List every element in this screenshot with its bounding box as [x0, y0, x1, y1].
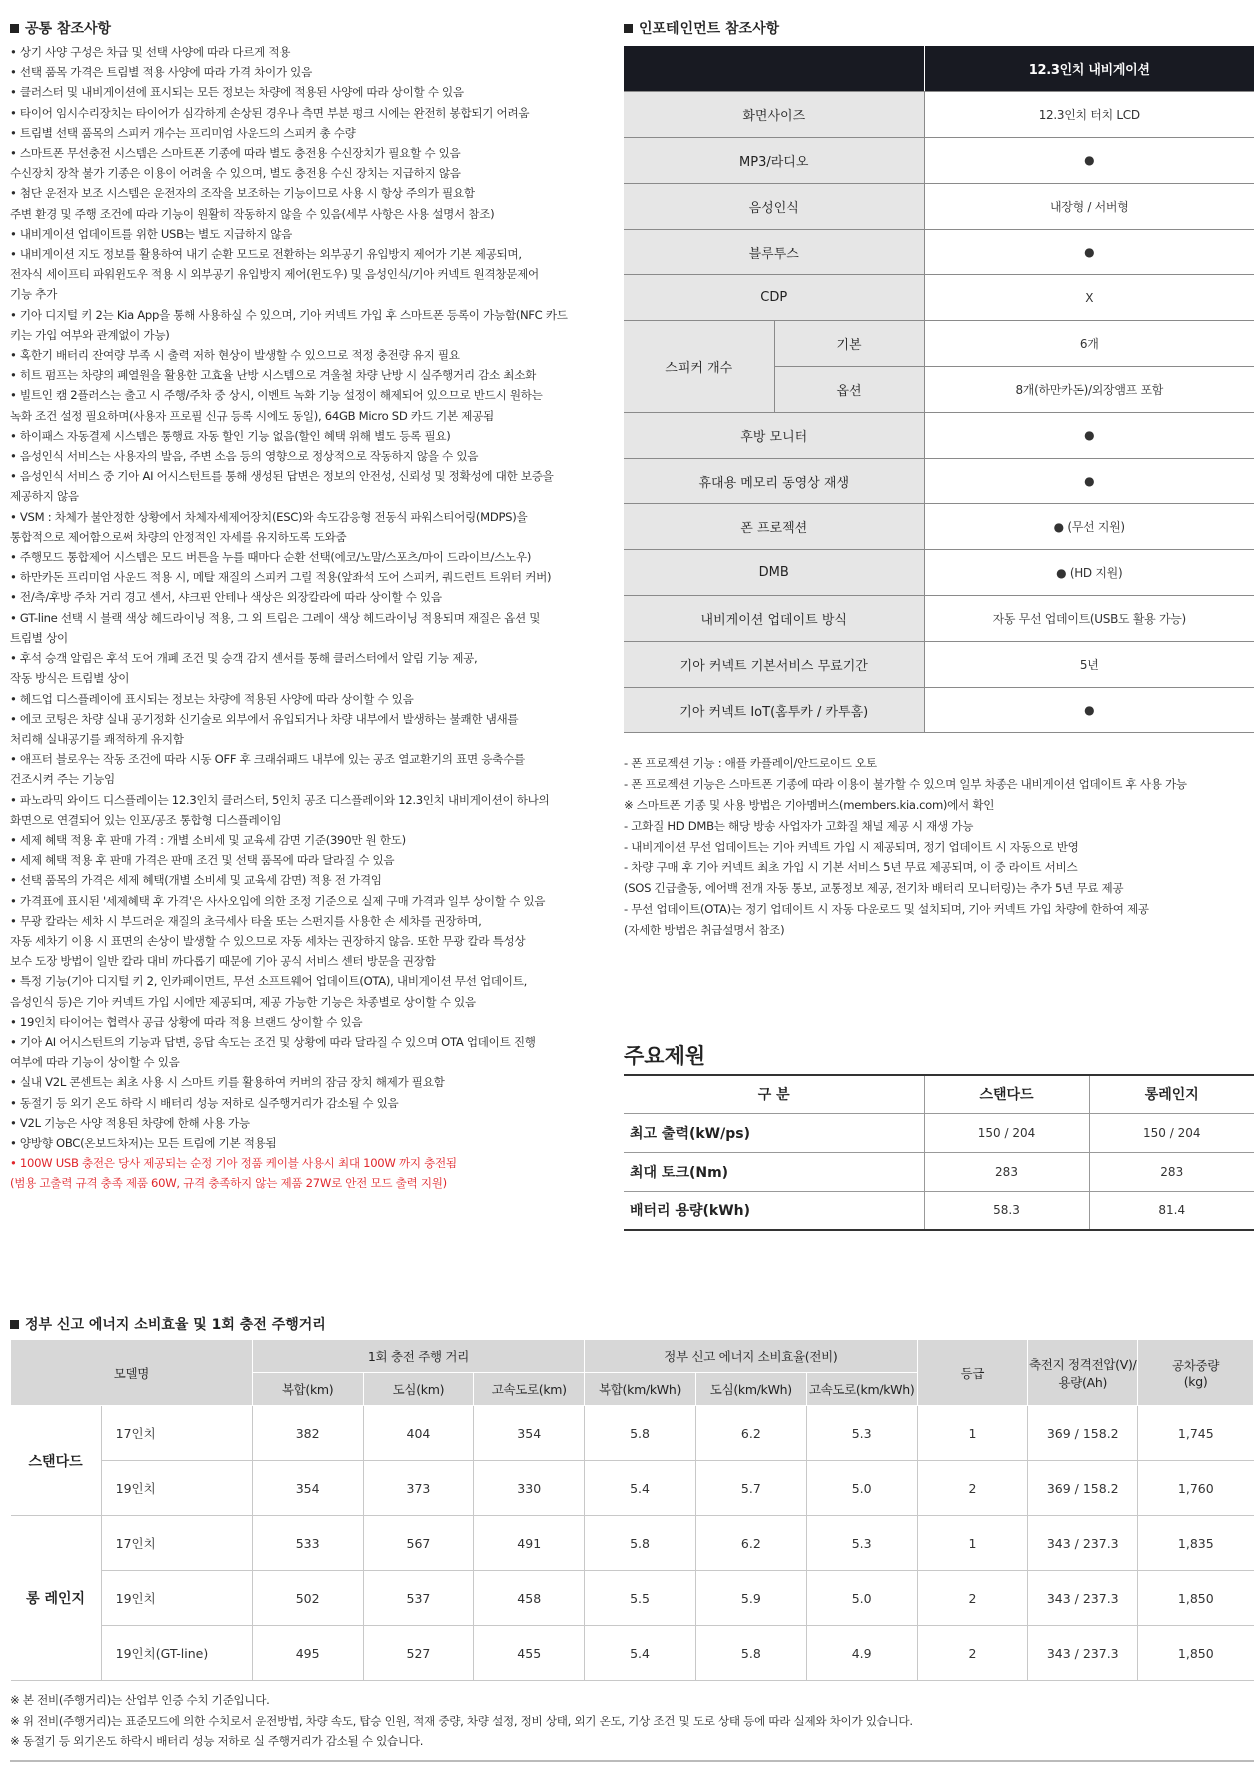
infotainment-row-label: 휴대용 메모리 동영상 재생	[624, 458, 924, 504]
energy-cell: 5.5	[585, 1571, 696, 1626]
specs-table	[624, 1074, 1254, 1231]
energy-header-weight: 공차중량 (kg)	[1138, 1340, 1254, 1406]
common-note-item: • 양방향 OBC(온보드차저)는 모든 트림에 기본 적용됨	[10, 1135, 277, 1150]
common-note-item: • 스마트폰 무선충전 시스템은 스마트폰 기종에 따라 별도 충전용 수신장치가 필요할 수 있음	[10, 146, 461, 161]
energy-cell: 537	[363, 1571, 474, 1626]
square-bullet-icon	[10, 24, 19, 33]
specs-row	[624, 1152, 1254, 1191]
infotainment-row-label: 화면사이즈	[624, 92, 924, 138]
common-note-item: 제공하지 않음	[10, 489, 79, 504]
bottom-divider	[10, 1760, 1254, 1762]
infotainment-title: 인포테인먼트 참조사항	[624, 18, 1254, 38]
energy-row	[11, 1516, 1254, 1571]
infotainment-row-label: 기아 커넥트 기본서비스 무료기간	[624, 641, 924, 687]
infotainment-row	[624, 321, 1254, 367]
energy-row-wheel: 19인치	[101, 1571, 252, 1626]
energy-cell: 1,835	[1138, 1516, 1254, 1571]
energy-header-efficiency-group: 정부 신고 에너지 소비효율(전비)	[585, 1340, 917, 1373]
infotainment-header-blank	[624, 46, 924, 92]
infotainment-row-label: DMB	[624, 550, 924, 596]
energy-cell: 369 / 158.2	[1028, 1461, 1138, 1516]
energy-cell: 5.4	[585, 1461, 696, 1516]
common-note-item: 음성인식 등)은 기아 커넥트 가입 시에만 제공되며, 제공 가능한 기능은 차종별로 상이할 수 있음	[10, 994, 476, 1009]
energy-cell: 533	[252, 1516, 363, 1571]
common-note-item: • GT-line 선택 시 블랙 색상 헤드라이닝 적용, 그 외 트림은 그레이 색상 헤드라이닝 적용되며 재질은 옵션 및	[10, 610, 541, 625]
energy-cell: 6.2	[695, 1406, 806, 1461]
infotainment-note-item: - 폰 프로젝션 기능 : 애플 카플레이/안드로이드 오토	[624, 756, 877, 771]
specs-header-long-range: 롱레인지	[1089, 1075, 1254, 1113]
energy-note-item: ※ 동절기 등 외기온도 하락시 배터리 성능 저하로 실 주행거리가 감소될 수 있습니다.	[10, 1734, 424, 1748]
energy-cell: 1,850	[1138, 1626, 1254, 1681]
energy-cell: 567	[363, 1516, 474, 1571]
energy-row-wheel: 19인치(GT-line)	[101, 1626, 252, 1681]
energy-header-combined-km: 복합(km)	[252, 1373, 363, 1406]
energy-cell: 491	[474, 1516, 585, 1571]
infotainment-row-value: ● (무선 지원)	[924, 504, 1254, 550]
energy-cell: 343 / 237.3	[1028, 1571, 1138, 1626]
square-bullet-icon	[10, 1320, 19, 1329]
speaker-basic-value: 6개	[924, 321, 1254, 367]
common-note-item: • 동절기 등 외기 온도 하락 시 배터리 성능 저하로 실주행거리가 감소될 수 있음	[10, 1095, 399, 1110]
infotainment-row	[624, 550, 1254, 596]
common-note-item: 화면으로 연결되어 있는 인포/공조 통합형 디스플레이임	[10, 812, 282, 827]
common-note-item: • 애프터 블로우는 작동 조건에 따라 시동 OFF 후 크래쉬패드 내부에 있는 공조 열교환기의 표면 응축수를	[10, 752, 525, 767]
common-note-item: • 19인치 타이어는 협력사 공급 상황에 따라 적용 브랜드 상이할 수 있음	[10, 1014, 363, 1029]
energy-cell: 382	[252, 1406, 363, 1461]
energy-row-wheel: 17인치	[101, 1406, 252, 1461]
speaker-option-label: 옵션	[774, 367, 924, 413]
energy-cell: 404	[363, 1406, 474, 1461]
infotainment-row-label: 블루투스	[624, 229, 924, 275]
energy-header-highway-eff: 고속도로(km/kWh)	[806, 1373, 917, 1406]
energy-header-range-group: 1회 충전 주행 거리	[252, 1340, 584, 1373]
common-note-item: • 파노라믹 와이드 디스플레이는 12.3인치 클러스터, 5인치 공조 디스플레이와 12.3인치 내비게이션이 하나의	[10, 792, 550, 807]
specs-header-category: 구 분	[624, 1075, 924, 1113]
energy-cell: 5.0	[806, 1571, 917, 1626]
energy-cell: 6.2	[695, 1516, 806, 1571]
common-note-item: • 선택 품목의 가격은 세제 혜택(개별 소비세 및 교육세 감면) 적용 전 가격임	[10, 873, 382, 888]
common-note-item: 녹화 조건 설정 필요하며(사용자 프로필 신규 등록 시에도 동일), 64GB Micro SD 카드 기본 제공됨	[10, 408, 494, 423]
energy-cell: 369 / 158.2	[1028, 1406, 1138, 1461]
speaker-count-label: 스피커 개수	[624, 321, 774, 413]
common-note-item: 보수 도장 방법이 일반 칼라 대비 까다롭기 때문에 기아 공식 서비스 센터 방문을 권장함	[10, 954, 436, 969]
energy-table	[10, 1339, 1254, 1681]
common-note-item-highlight: (범용 고출력 규격 충족 제품 60W, 규격 충족하지 않는 제품 27W로 안전 모드 출력 지원)	[10, 1176, 447, 1191]
energy-cell: 5.3	[806, 1406, 917, 1461]
common-note-item: 건조시켜 주는 기능임	[10, 772, 115, 787]
speaker-basic-label: 기본	[774, 321, 924, 367]
infotainment-row	[624, 138, 1254, 184]
energy-cell: 5.4	[585, 1626, 696, 1681]
infotainment-row-label: 음성인식	[624, 183, 924, 229]
common-note-item-highlight: • 100W USB 충전은 당사 제공되는 순정 기아 정품 케이블 사용시 최대 100W 까지 충전됨	[10, 1156, 457, 1171]
infotainment-note-item: (SOS 긴급출동, 에어백 전개 자동 통보, 교통정보 제공, 전기차 배터리 모니터링)는 추가 5년 무료 제공	[624, 881, 1124, 896]
infotainment-row	[624, 412, 1254, 458]
energy-cell: 2	[917, 1461, 1028, 1516]
energy-row-wheel: 19인치	[101, 1461, 252, 1516]
infotainment-row-value: ●	[924, 412, 1254, 458]
energy-cell: 5.7	[695, 1461, 806, 1516]
common-note-item: • 하이패스 자동결제 시스템은 통행료 자동 할인 기능 없음(할인 혜택 위해 별도 등록 필요)	[10, 428, 451, 443]
common-note-item: • V2L 기능은 사양 적용된 차량에 한해 사용 가능	[10, 1115, 250, 1130]
energy-header-grade: 등급	[917, 1340, 1028, 1406]
infotainment-row-value: 자동 무선 업데이트(USB도 활용 가능)	[924, 596, 1254, 642]
specs-row	[624, 1191, 1254, 1230]
energy-cell: 330	[474, 1461, 585, 1516]
infotainment-row-value: 12.3인치 터치 LCD	[924, 92, 1254, 138]
common-note-item: • 하만카돈 프리미엄 사운드 적용 시, 메탈 재질의 스피커 그릴 적용(앞좌석 도어 스피커, 쿼드런트 트위터 커버)	[10, 570, 552, 585]
common-note-item: • 세제 혜택 적용 후 판매 가격 : 개별 소비세 및 교육세 감면 기준(390만 원 한도)	[10, 832, 406, 847]
energy-row	[11, 1626, 1254, 1681]
infotainment-row	[624, 275, 1254, 321]
infotainment-row	[624, 229, 1254, 275]
common-note-item: 여부에 따라 기능이 상이할 수 있음	[10, 1055, 180, 1070]
common-note-item: • 주행모드 통합제어 시스템은 모드 버튼을 누를 때마다 순환 선택(에코/노말/스포츠/마이 드라이브/스노우)	[10, 550, 532, 565]
common-note-item: • 빌트인 캠 2플러스는 출고 시 주행/주차 중 상시, 이벤트 녹화 기능 설정이 해제되어 있으므로 반드시 원하는	[10, 388, 543, 403]
common-note-item: • 무광 칼라는 세차 시 부드러운 재질의 초극세사 타올 또는 스펀지를 사용한 손 세차를 권장하며,	[10, 913, 482, 928]
infotainment-row-value: 5년	[924, 641, 1254, 687]
energy-cell: 1,850	[1138, 1571, 1254, 1626]
infotainment-note-item: - 고화질 HD DMB는 해당 방송 사업자가 고화질 채널 제공 시 재생 가능	[624, 818, 974, 833]
infotainment-note-item: - 차량 구매 후 기아 커넥트 최초 가입 시 기본 서비스 5년 무료 제공되며, 이 중 라이트 서비스	[624, 860, 1078, 875]
infotainment-row	[624, 504, 1254, 550]
common-note-item: • 에코 코팅은 차량 실내 공기정화 신기술로 외부에서 유입되거나 차량 내부에서 발생하는 불쾌한 냄새를	[10, 711, 519, 726]
common-note-item: • 혹한기 배터리 잔여량 부족 시 출력 저하 현상이 발생할 수 있으므로 적정 충전량 유지 필요	[10, 348, 460, 363]
energy-header-city-km: 도심(km)	[363, 1373, 474, 1406]
specs-row-standard: 58.3	[924, 1191, 1089, 1230]
energy-cell: 458	[474, 1571, 585, 1626]
energy-cell: 4.9	[806, 1626, 917, 1681]
common-note-item: • 헤드업 디스플레이에 표시되는 정보는 차량에 적용된 사양에 따라 상이할 수 있음	[10, 691, 414, 706]
infotainment-row	[624, 458, 1254, 504]
energy-cell: 373	[363, 1461, 474, 1516]
infotainment-row-label: MP3/라디오	[624, 138, 924, 184]
energy-row-wheel: 17인치	[101, 1516, 252, 1571]
speaker-option-value: 8개(하만카돈)/외장앰프 포함	[924, 367, 1254, 413]
common-note-item: • 내비게이션 지도 정보를 활용하여 내기 순환 모드로 전환하는 외부공기 유입방지 제어가 기본 제공되며,	[10, 247, 522, 262]
common-note-item: 전자식 세이프티 파워윈도우 적용 시 외부공기 유입방지 제어(윈도우) 및 음성인식/기아 커넥트 원격창문제어	[10, 267, 539, 282]
common-note-item: • 음성인식 서비스는 사용자의 발음, 주변 소음 등의 영향으로 정상적으로 작동하지 않을 수 있음	[10, 449, 479, 464]
specs-row-long-range: 81.4	[1089, 1191, 1254, 1230]
common-note-item: • 타이어 임시수리장치는 타이어가 심각하게 손상된 경우나 측면 부분 펑크 시에는 완전히 봉합되기 어려움	[10, 105, 530, 120]
common-note-item: • 기아 AI 어시스턴트의 기능과 답변, 응답 속도는 조건 및 상황에 따라 달라질 수 있으며 OTA 업데이트 진행	[10, 1034, 536, 1049]
infotainment-row-value: ●	[924, 687, 1254, 733]
common-notes-list	[10, 42, 590, 1194]
infotainment-row-value: ●	[924, 458, 1254, 504]
specs-row-standard: 150 / 204	[924, 1113, 1089, 1152]
energy-notes	[10, 1690, 913, 1752]
energy-cell: 1	[917, 1406, 1028, 1461]
infotainment-row-value: ● (HD 지원)	[924, 550, 1254, 596]
infotainment-row-label: CDP	[624, 275, 924, 321]
energy-header-combined-eff: 복합(km/kWh)	[585, 1373, 696, 1406]
infotainment-row	[624, 641, 1254, 687]
specs-row-label: 최대 토크(Nm)	[624, 1152, 924, 1191]
infotainment-row	[624, 183, 1254, 229]
energy-cell: 1,760	[1138, 1461, 1254, 1516]
common-note-item: • 히트 펌프는 차량의 폐열원을 활용한 고효율 난방 시스템으로 겨울철 차량 난방 시 실주행거리 감소 최소화	[10, 368, 537, 383]
energy-cell: 2	[917, 1626, 1028, 1681]
common-notes-section	[10, 18, 590, 1194]
common-note-item: 통합적으로 제어함으로써 차량의 안정적인 자세를 유지하도록 도와줌	[10, 529, 347, 544]
energy-cell: 343 / 237.3	[1028, 1516, 1138, 1571]
energy-header-highway-km: 고속도로(km)	[474, 1373, 585, 1406]
common-note-item: 주변 환경 및 주행 조건에 따라 기능이 원활히 작동하지 않을 수 있음(세부 사항은 사용 설명서 참조)	[10, 206, 495, 221]
common-note-item: 키는 가입 여부와 관계없이 가능)	[10, 327, 170, 342]
infotainment-note-item: - 무선 업데이트(OTA)는 정기 업데이트 시 자동 다운로드 및 설치되며, 기아 커넥트 가입 차량에 한하여 제공	[624, 902, 1149, 917]
energy-cell: 343 / 237.3	[1028, 1626, 1138, 1681]
energy-cell: 5.8	[695, 1626, 806, 1681]
infotainment-row-value: 내장형 / 서버형	[924, 183, 1254, 229]
energy-header-battery: 축전지 정격전압(V)/ 용량(Ah)	[1028, 1340, 1138, 1406]
common-note-item: • 음성인식 서비스 중 기아 AI 어시스턴트를 통해 생성된 답변은 정보의 안전성, 신뢰성 및 정확성에 대한 보증을	[10, 469, 554, 484]
specs-header-standard: 스탠다드	[924, 1075, 1089, 1113]
infotainment-header: 12.3인치 내비게이션	[924, 46, 1254, 92]
energy-cell: 527	[363, 1626, 474, 1681]
square-bullet-icon	[624, 24, 633, 33]
energy-cell: 1	[917, 1516, 1028, 1571]
energy-cell: 5.0	[806, 1461, 917, 1516]
common-note-item: • 클러스터 및 내비게이션에 표시되는 모든 정보는 차량에 적용된 사양에 따라 상이할 수 있음	[10, 85, 464, 100]
energy-note-item: ※ 위 전비(주행거리)는 표준모드에 의한 수치로서 운전방법, 차량 속도, 탑승 인원, 적재 중량, 차량 설정, 정비 상태, 외기 온도, 기상 조건 및 도로 상태 등에 따라 실제와 차이가 있습니다.	[10, 1713, 913, 1728]
infotainment-row-label: 내비게이션 업데이트 방식	[624, 596, 924, 642]
common-note-item: 기능 추가	[10, 287, 57, 302]
energy-title: 정부 신고 에너지 소비효율 및 1회 충전 주행거리	[10, 1314, 326, 1334]
common-note-item: 수신장치 장착 불가 기종은 이용이 어려울 수 있으며, 별도 충전용 수신 장치는 지급하지 않음	[10, 166, 461, 181]
infotainment-note-item: ※ 스마트폰 기종 및 사용 방법은 기아멤버스(members.kia.com)에서 확인	[624, 798, 995, 813]
energy-note-item: ※ 본 전비(주행거리)는 산업부 인증 수치 기준입니다.	[10, 1693, 270, 1707]
common-note-item: • VSM : 차체가 불안정한 상황에서 차체자세제어장치(ESC)와 속도감응형 전동식 파워스티어링(MDPS)을	[10, 509, 528, 524]
infotainment-row-label: 후방 모니터	[624, 412, 924, 458]
common-note-item: • 가격표에 표시된 '세제혜택 후 가격'은 사사오입에 의한 조정 기준으로 실제 구매 가격과 일부 상이할 수 있음	[10, 893, 546, 908]
infotainment-section	[624, 18, 1254, 941]
infotainment-row	[624, 687, 1254, 733]
energy-cell: 2	[917, 1571, 1028, 1626]
energy-cell: 5.8	[585, 1406, 696, 1461]
specs-row-label: 배터리 용량(kWh)	[624, 1191, 924, 1230]
common-note-item: 트림별 상이	[10, 630, 68, 645]
specs-row-long-range: 150 / 204	[1089, 1113, 1254, 1152]
common-note-item: • 전/측/후방 주차 거리 경고 센서, 샤크핀 안테나 색상은 외장칼라에 따라 상이할 수 있음	[10, 590, 442, 605]
energy-cell: 1,745	[1138, 1406, 1254, 1461]
specs-title: 주요제원	[624, 1044, 706, 1068]
energy-cell: 5.8	[585, 1516, 696, 1571]
common-note-item: • 선택 품목 가격은 트림별 적용 사양에 따라 가격 차이가 있음	[10, 65, 312, 80]
common-note-item: • 특정 기능(기아 디지털 키 2, 인카페이먼트, 무선 소프트웨어 업데이트(OTA), 내비게이션 무선 업데이트,	[10, 974, 527, 989]
common-note-item: 작동 방식은 트림별 상이	[10, 671, 130, 686]
infotainment-row	[624, 92, 1254, 138]
energy-group-name: 스탠다드	[11, 1406, 102, 1516]
common-note-item: • 트림별 선택 품목의 스피커 개수는 프리미엄 사운드의 스피커 총 수량	[10, 125, 356, 140]
common-note-item: 자동 세차기 이용 시 표면의 손상이 발생할 수 있으므로 자동 세차는 권장하지 않음. 또한 무광 칼라 특성상	[10, 933, 526, 948]
energy-cell: 354	[252, 1461, 363, 1516]
infotainment-note-item: - 내비게이션 무선 업데이트는 기아 커넥트 가입 시 제공되며, 정기 업데이트 시 자동으로 반영	[624, 839, 1079, 854]
common-note-item: • 후석 승객 알림은 후석 도어 개폐 조건 및 승객 감지 센서를 통해 클러스터에서 알림 기능 제공,	[10, 651, 478, 666]
infotainment-row-label: 기아 커넥트 IoT(홈투카 / 카투홈)	[624, 687, 924, 733]
energy-cell: 495	[252, 1626, 363, 1681]
specs-row-standard: 283	[924, 1152, 1089, 1191]
common-note-item: 처리해 실내공기를 쾌적하게 유지함	[10, 731, 184, 746]
infotainment-row-label: 폰 프로젝션	[624, 504, 924, 550]
infotainment-notes	[624, 753, 1254, 940]
infotainment-row-value: ●	[924, 138, 1254, 184]
specs-row-long-range: 283	[1089, 1152, 1254, 1191]
common-note-item: • 세제 혜택 적용 후 판매 가격은 판매 조건 및 선택 품목에 따라 달라질 수 있음	[10, 853, 395, 868]
infotainment-note-item: - 폰 프로젝션 기능은 스마트폰 기종에 따라 이용이 불가할 수 있으며 일부 차종은 내비게이션 업데이트 후 사용 가능	[624, 777, 1187, 792]
energy-cell: 455	[474, 1626, 585, 1681]
specs-row-label: 최고 출력(kW/ps)	[624, 1113, 924, 1152]
energy-row	[11, 1571, 1254, 1626]
energy-cell: 502	[252, 1571, 363, 1626]
infotainment-row-value: ●	[924, 229, 1254, 275]
energy-row	[11, 1461, 1254, 1516]
common-note-item: • 첨단 운전자 보조 시스템은 운전자의 조작을 보조하는 기능이므로 사용 시 항상 주의가 필요함	[10, 186, 475, 201]
common-note-item: • 기아 디지털 키 2는 Kia App을 통해 사용하실 수 있으며, 기아 커넥트 가입 후 스마트폰 등록이 가능함(NFC 카드	[10, 307, 568, 322]
energy-group-name: 롱 레인지	[11, 1516, 102, 1681]
infotainment-row	[624, 596, 1254, 642]
energy-header-model: 모델명	[11, 1340, 253, 1406]
infotainment-note-item: (자세한 방법은 취급설명서 참조)	[624, 922, 785, 937]
common-note-item: • 내비게이션 업데이트를 위한 USB는 별도 지급하지 않음	[10, 226, 293, 241]
energy-cell: 5.9	[695, 1571, 806, 1626]
energy-cell: 5.3	[806, 1516, 917, 1571]
infotainment-table	[624, 46, 1254, 733]
common-note-item: • 상기 사양 구성은 차급 및 선택 사양에 따라 다르게 적용	[10, 45, 291, 59]
infotainment-row-value: X	[924, 275, 1254, 321]
specs-row	[624, 1113, 1254, 1152]
energy-row	[11, 1406, 1254, 1461]
energy-header-city-eff: 도심(km/kWh)	[695, 1373, 806, 1406]
common-note-item: • 실내 V2L 콘센트는 최초 사용 시 스마트 키를 활용하여 커버의 잠금 장치 해제가 필요함	[10, 1075, 445, 1090]
energy-cell: 354	[474, 1406, 585, 1461]
common-notes-title: 공통 참조사항	[10, 18, 590, 38]
